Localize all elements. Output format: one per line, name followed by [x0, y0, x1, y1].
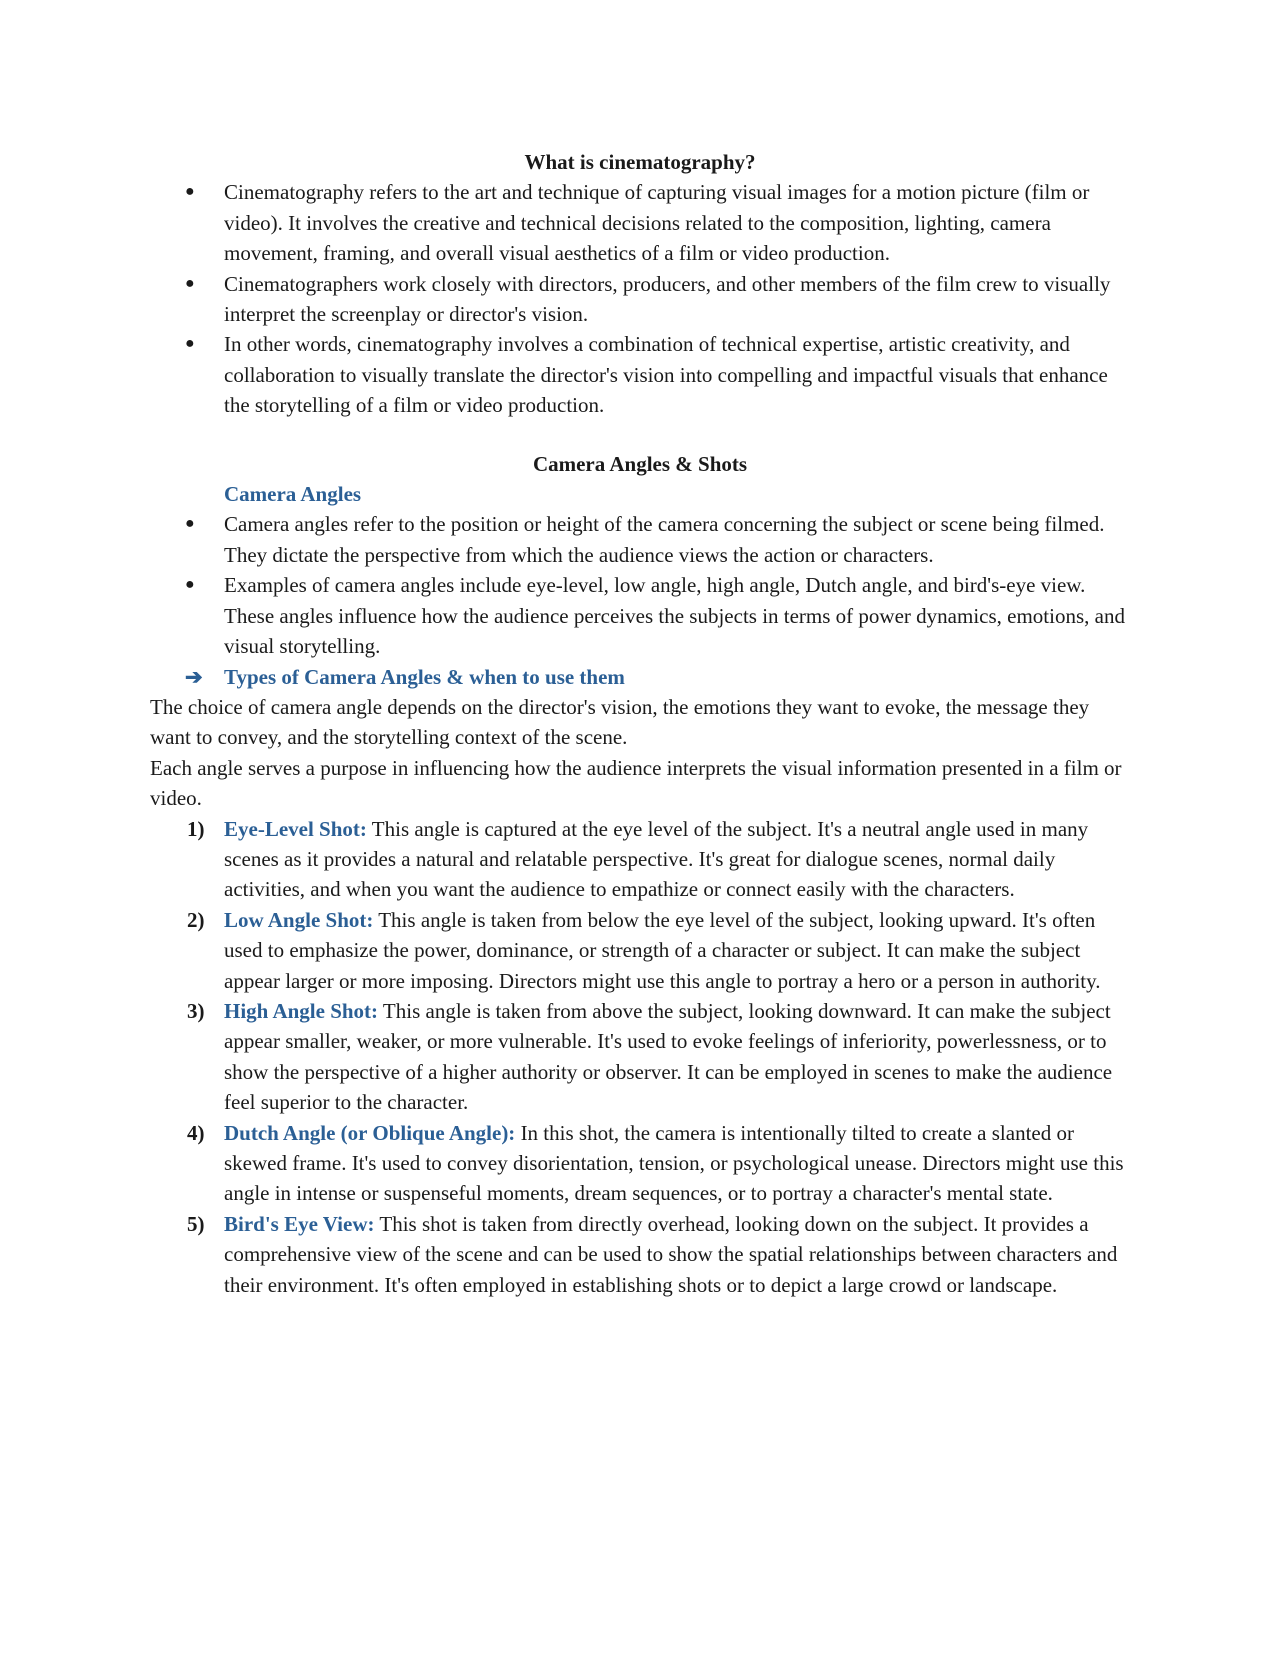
list-item: [150, 177, 1130, 268]
list-item-text: In other words, cinematography involves a combination of technical expertise, artistic creativity, and collaboration to visually translate the director's vision into compelling and impactful visuals that enhance the storytelling of a film or video production.: [224, 332, 1108, 418]
paragraph-camera-angle-choice: The choice of camera angle depends on the director's vision, the emotions they want to evoke, the message they want to convey, and the storytelling context of the scene.: [150, 694, 1090, 750]
list-item: [150, 269, 1130, 330]
types-of-camera-angles-heading: [150, 662, 1130, 692]
list-item-text: Camera angles refer to the position or height of the camera concerning the subject or scene being filmed. They dictate the perspective from which the audience views the action or characters.: [224, 512, 1105, 567]
list-item-text: Cinematography refers to the art and technique of capturing visual images for a motion picture (film or video). It involves the creative and technical decisions related to the composition, lighting, camera movement, framing, and overall visual aesthetics of a film or video production.: [224, 180, 1090, 266]
term-dutch-angle: Dutch Angle (or Oblique Angle):: [224, 1120, 516, 1145]
section-spacer: [150, 421, 1130, 449]
list-number: 3): [187, 998, 205, 1023]
term-birds-eye-view: Bird's Eye View:: [224, 1211, 375, 1236]
bullet-icon: ●: [185, 576, 195, 594]
term-description: This angle is taken from above the subject, looking downward. It can make the subject appear smaller, weaker, or more vulnerable. It's used to evoke feelings of inferiority, powerlessness, or to show the perspective of a higher authority or observer. It can be employed in scenes to make the audience feel superior to the character.: [224, 998, 1113, 1115]
list-number: 5): [187, 1211, 205, 1236]
list-item: [150, 996, 1130, 1118]
list-number: 2): [187, 907, 205, 932]
list-item: [150, 905, 1130, 996]
types-heading-text: Types of Camera Angles & when to use them: [224, 664, 625, 689]
list-item: [150, 814, 1130, 905]
term-description: In this shot, the camera is intentionally tilted to create a slanted or skewed frame. It's used to convey disorientation, tension, or psychological unease. Directors might use this angle in intense or suspenseful moments, dream sequences, or to portray a character's mental state.: [224, 1120, 1124, 1206]
paragraph-angle-purpose: Each angle serves a purpose in influencing how the audience interprets the visual information presented in a film or video.: [150, 755, 1122, 811]
term-description: This angle is taken from below the eye level of the subject, looking upward. It's often used to emphasize the power, dominance, or strength of a character or subject. It can make the subject appear larger or more imposing. Directors might use this angle to portray a hero or a person in authority.: [224, 907, 1101, 993]
list-item: [150, 570, 1130, 661]
camera-angles-bullet-list: [150, 509, 1130, 661]
list-item: [150, 1118, 1130, 1209]
list-item: [150, 329, 1130, 420]
list-item: [150, 509, 1130, 570]
bullet-icon: ●: [185, 515, 195, 533]
bullet-icon: ●: [185, 183, 195, 201]
cinematography-bullet-list: [150, 177, 1130, 420]
arrow-right-icon: ➔: [185, 664, 203, 689]
bullet-icon: ●: [185, 335, 195, 353]
list-item-text: Examples of camera angles include eye-level, low angle, high angle, Dutch angle, and bird's-eye view. These angles influence how the audience perceives the subjects in terms of power dynamics, emotions, and visual storytelling.: [224, 573, 1125, 659]
document-page: [150, 147, 1130, 1300]
subheading-camera-angles: Camera Angles: [224, 482, 362, 507]
list-number: 1): [187, 816, 205, 841]
camera-angle-types-list: [150, 814, 1130, 1301]
term-eye-level-shot: Eye-Level Shot:: [224, 816, 367, 841]
term-low-angle-shot: Low Angle Shot:: [224, 907, 374, 932]
term-description: This shot is taken from directly overhead, looking down on the subject. It provides a comprehensive view of the scene and can be used to show the spatial relationships between characters and their environment. It's often employed in establishing shots or to depict a large crowd or landscape.: [224, 1211, 1118, 1297]
section-title-camera-angles-shots: Camera Angles & Shots: [532, 451, 748, 476]
list-item-text: Cinematographers work closely with directors, producers, and other members of the film crew to visually interpret the screenplay or director's vision.: [224, 271, 1111, 327]
list-item: [150, 1209, 1130, 1300]
section-title-cinematography: What is cinematography?: [524, 150, 756, 174]
term-high-angle-shot: High Angle Shot:: [224, 998, 379, 1023]
bullet-icon: ●: [185, 274, 195, 292]
list-number: 4): [187, 1120, 205, 1145]
term-description: This angle is captured at the eye level of the subject. It's a neutral angle used in many scenes as it provides a natural and relatable perspective. It's great for dialogue scenes, normal daily activities, and when you want the audience to empathize or connect easily with the characters.: [224, 816, 1089, 902]
